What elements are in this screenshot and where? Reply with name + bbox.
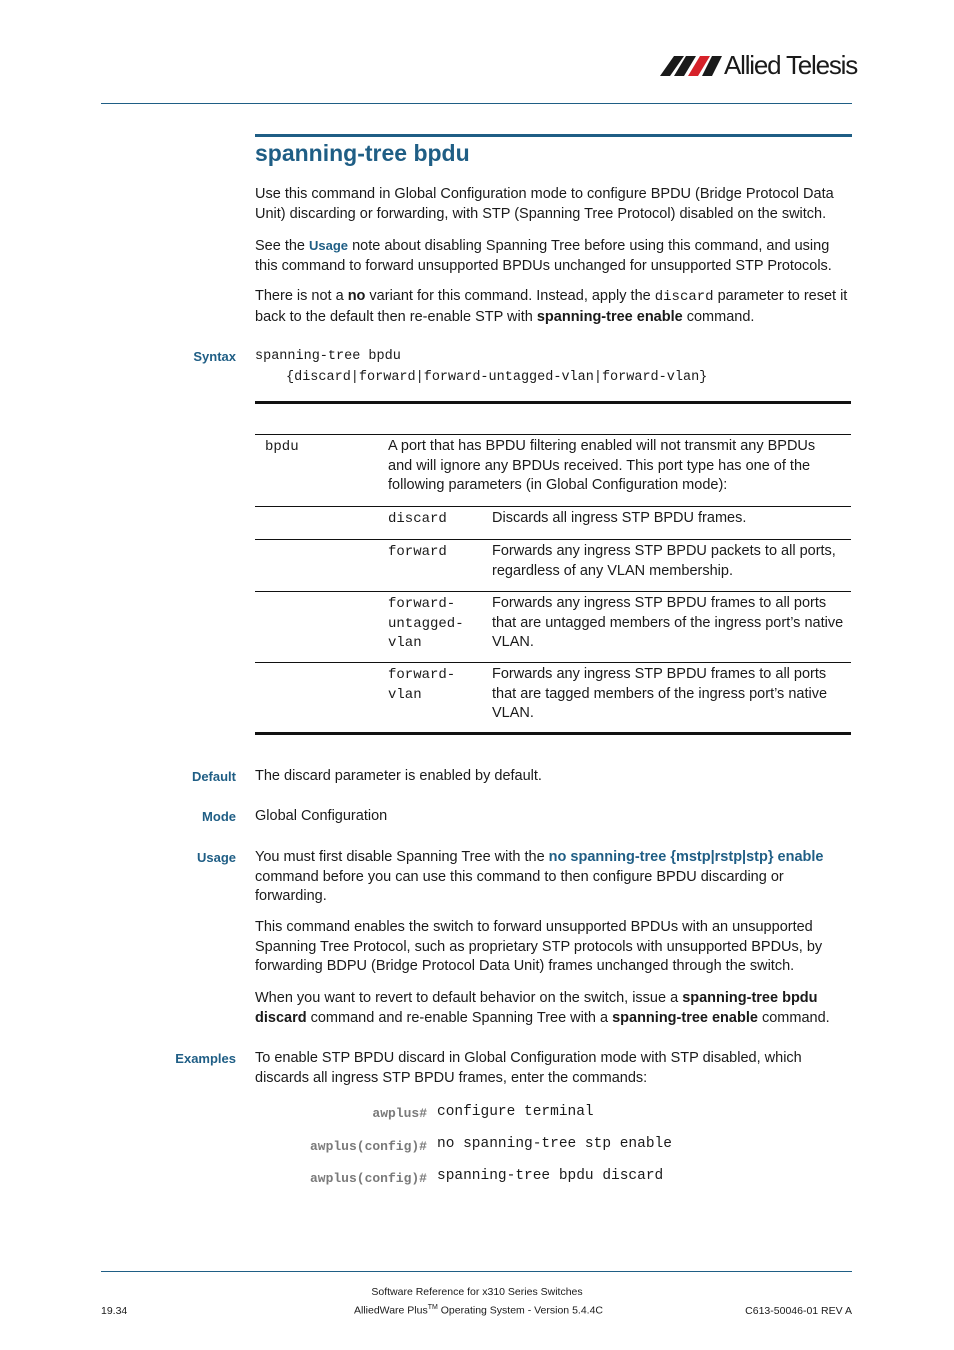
command-prompt: awplus(config)# [309, 1139, 427, 1154]
usage-label: Usage [196, 850, 236, 865]
syntax-label: Syntax [193, 349, 236, 364]
intro-p2-text-2: note about disabling Spanning Tree before using this command, and using this command to forward unsupported BPDUs unchanged for unsupported STP Protocols. [255, 238, 832, 274]
table-row-divider [255, 539, 851, 540]
usage-paragraph-2: This command enables the switch to forward unsupported BPDUs with an unsupported Spanning Tree Protocol, such as proprietary STP protocols with unsupported BPDUs, by forwarding BDPU (Bridge Protocol Data Unit) frames unchanged through the switch. [255, 919, 823, 974]
usage-p1-text-2: command before you can use this command to then configure BPDU discarding or forwarding. [255, 868, 784, 904]
table-row-divider [255, 591, 851, 592]
brand-name: Allied Telesis [724, 50, 858, 80]
discard-code: discard [654, 289, 714, 305]
usage-p3-text: When you want to revert to default behavior on the switch, issue a [255, 990, 683, 1006]
footer-os-version [354, 1304, 603, 1317]
command-text: spanning-tree bpdu discard [437, 1168, 664, 1184]
header-divider [101, 103, 852, 104]
document-id: C613-50046-01 REV A [745, 1305, 852, 1317]
intro-paragraph-2 [255, 236, 855, 276]
spanning-tree-enable-keyword-2: spanning-tree enable [612, 1009, 758, 1026]
page-number: 19.34 [101, 1305, 128, 1317]
command-prompt: awplus(config)# [309, 1171, 427, 1186]
intro-p3-text: There is not a [255, 288, 348, 304]
intro-p3-text-4: command. [682, 308, 755, 325]
trademark: TM [427, 1304, 438, 1311]
no-spanning-tree-enable-link[interactable]: no spanning-tree {mstp|rstp|stp} enable [548, 849, 824, 865]
usage-p3-text-3: command. [757, 1009, 830, 1026]
param-name: bpdu [265, 439, 299, 455]
usage-p1-text: You must first disable Spanning Tree with the [255, 849, 549, 865]
option-name-discard: discard [388, 511, 447, 527]
usage-link[interactable]: Usage [309, 238, 349, 253]
usage-p3-text-2: command and re-enable Spanning Tree with a [306, 1009, 613, 1026]
syntax-line-2: {discard|forward|forward-untagged-vlan|forward-vlan} [286, 370, 708, 385]
option-desc-forward-vlan: Forwards any ingress STP BPDU frames to all ports that are tagged members of the ingress port’s native VLAN. [492, 666, 828, 721]
command-prompt: awplus# [372, 1106, 427, 1121]
intro-p3-text-3: parameter to reset it back to the default then re-enable STP with [255, 288, 848, 325]
option-desc-discard: Discards all ingress STP BPDU frames. [492, 510, 747, 526]
table-header-rule [255, 434, 851, 435]
mode-text: Global Configuration [255, 808, 388, 824]
param-description: A port that has BPDU filtering enabled will not transmit any BPDUs and will ignore any BPDUs received. This port type has one of the following parameters (in Global Configuration mode): [388, 438, 816, 493]
option-name-forward: forward [388, 544, 447, 560]
no-keyword: no [347, 288, 366, 304]
footer-divider [101, 1271, 852, 1272]
examples-label: Examples [175, 1051, 236, 1066]
intro-paragraph-3 [255, 287, 855, 327]
table-top-rule [255, 401, 851, 404]
intro-p2-text: See the [255, 238, 310, 254]
usage-paragraph-1 [255, 848, 855, 907]
intro-p3-text-2: variant for this command. Instead, apply the [365, 288, 655, 304]
footer-os-name: AlliedWare Plus [354, 1304, 428, 1317]
title-rule [255, 134, 852, 137]
examples-text: To enable STP BPDU discard in Global Configuration mode with STP disabled, which discards all ingress STP BPDU frames, enter the commands: [255, 1050, 802, 1086]
option-desc-forward: Forwards any ingress STP BPDU packets to all ports, regardless of any VLAN membership. [492, 543, 836, 579]
allied-telesis-logo-mark-icon [660, 54, 722, 78]
table-row-divider [255, 506, 851, 507]
command-text: no spanning-tree stp enable [437, 1136, 672, 1152]
table-row-divider [255, 662, 851, 663]
mode-label: Mode [202, 809, 236, 824]
intro-paragraph-1: Use this command in Global Configuration mode to configure BPDU (Bridge Protocol Data Unit) discarding or forwarding, with STP (Spanning Tree Protocol) disabled on the switch. [255, 186, 834, 222]
spanning-tree-bpdu-discard-keyword: spanning-tree bpdu discard [255, 990, 818, 1026]
footer-os-rest: Operating System - Version 5.4.4C [437, 1304, 604, 1317]
usage-paragraph-3 [255, 989, 855, 1028]
option-desc-forward-untagged-vlan: Forwards any ingress STP BPDU frames to all ports that are untagged members of the ingress port’s native VLAN. [492, 595, 844, 650]
command-text: configure terminal [437, 1104, 594, 1120]
syntax-line-1: spanning-tree bpdu [255, 349, 401, 364]
option-name-forward-vlan: forward- vlan [388, 667, 456, 703]
brand-logo [660, 50, 860, 82]
table-bottom-rule [255, 732, 851, 735]
footer-title: Software Reference for x310 Series Switches [371, 1286, 583, 1298]
spanning-tree-enable-keyword: spanning-tree enable [536, 308, 683, 325]
default-label: Default [191, 769, 236, 784]
option-name-forward-untagged-vlan: forward- untagged- vlan [388, 596, 464, 651]
page-title: spanning-tree bpdu [255, 140, 470, 166]
default-text: The discard parameter is enabled by default. [255, 768, 542, 784]
